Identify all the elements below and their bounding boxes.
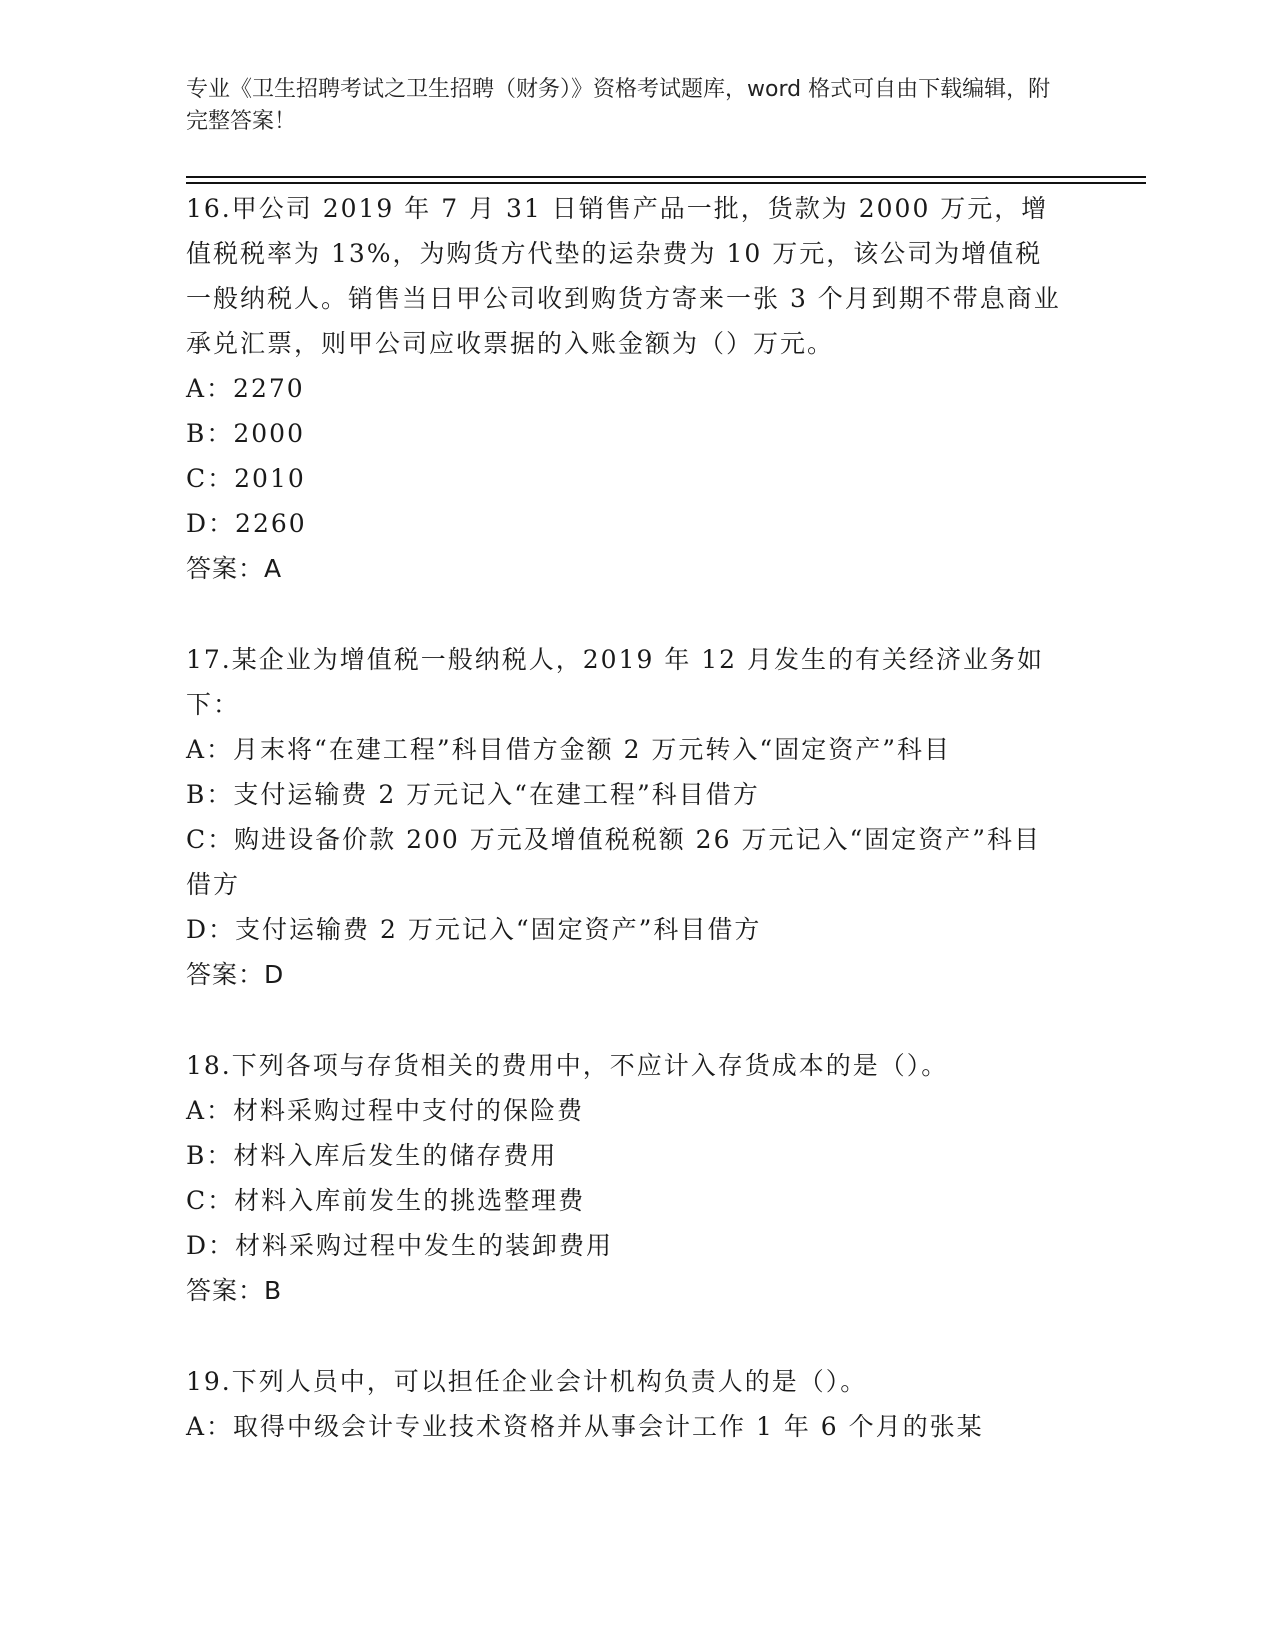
question-stem: 17.某企业为增值税一般纳税人，2019 年 12 月发生的有关经济业务如下： (186, 645, 1045, 719)
answer-text: 答案：A (186, 554, 283, 583)
question-stem: 19.下列人员中，可以担任企业会计机构负责人的是（）。 (186, 1367, 868, 1396)
question-stem: 16.甲公司 2019 年 7 月 31 日销售产品一批，货款为 2000 万元，增值税税率为 13%，为购货方代垫的运杂费为 10 万元，该公司为增值税一般纳税人。销售当日甲公司收到购货方寄来一张 3 个月到期不带息商业承兑汇票，则甲公司应收票据的入账金额为（）万元。 (186, 194, 1061, 358)
option-a: A：取得中级会计专业技术资格并从事会计工作 1 年 6 个月的张某 (186, 1412, 984, 1441)
option-d: D：材料采购过程中发生的装卸费用 (186, 1231, 614, 1260)
option-a: A：月末将“在建工程”科目借方金额 2 万元转入“固定资产”科目 (186, 735, 951, 764)
option-c: C：材料入库前发生的挑选整理费 (186, 1186, 586, 1215)
header-rule-bottom (186, 182, 1146, 184)
option-a: A：材料采购过程中支付的保险费 (186, 1096, 585, 1125)
option-b: B：支付运输费 2 万元记入“在建工程”科目借方 (186, 780, 760, 809)
page-header (186, 74, 1066, 138)
option-d: D：2260 (186, 509, 307, 538)
option-c: C：2010 (186, 464, 306, 493)
answer-text: 答案：B (186, 1276, 283, 1305)
option-b: B：材料入库后发生的储存费用 (186, 1141, 558, 1170)
option-c: C：购进设备价款 200 万元及增值税税额 26 万元记入“固定资产”科目借方 (186, 825, 1042, 899)
option-b: B：2000 (186, 419, 305, 448)
question-17 (186, 637, 1066, 997)
question-stem: 18.下列各项与存货相关的费用中，不应计入存货成本的是（）。 (186, 1051, 949, 1080)
option-a: A：2270 (186, 374, 305, 403)
question-16 (186, 186, 1066, 591)
header-rule-top (186, 176, 1146, 178)
question-19 (186, 1359, 1066, 1449)
answer-text: 答案：D (186, 960, 285, 989)
option-d: D：支付运输费 2 万元记入“固定资产”科目借方 (186, 915, 762, 944)
question-18 (186, 1043, 1066, 1313)
header-text: 专业《卫生招聘考试之卫生招聘（财务）》资格考试题库，word 格式可自由下载编辑，附完整答案！ (186, 77, 1051, 134)
question-list (186, 186, 1066, 1495)
